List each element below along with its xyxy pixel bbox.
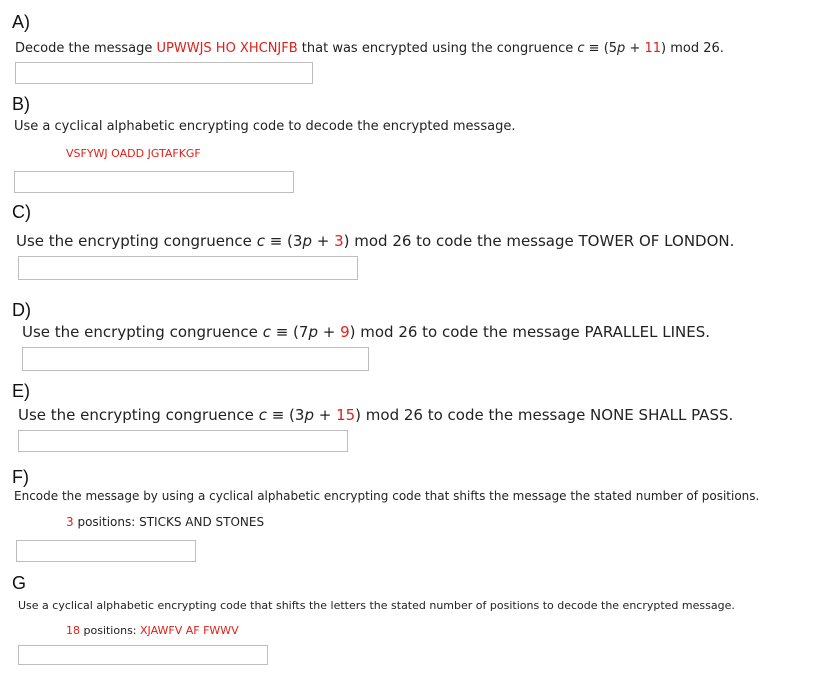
formula-constant: 11	[644, 41, 662, 56]
answer-f-input[interactable]	[16, 540, 196, 562]
answer-a-input[interactable]	[15, 62, 313, 84]
section-e-prompt	[18, 406, 733, 424]
section-d-label: D)	[12, 300, 31, 320]
section-d-prompt	[22, 323, 710, 341]
formula-text: ) mod 26 to code the message PARALLEL LINES.	[349, 323, 711, 341]
shift-text: positions: STICKS AND STONES	[73, 515, 265, 529]
shift-instruction	[66, 624, 239, 637]
formula-constant: 3	[334, 232, 344, 250]
shift-count: 3	[66, 515, 74, 529]
encrypted-message: XJAWFV AF FWWV	[140, 624, 239, 637]
section-e-label: E)	[12, 381, 30, 401]
section-b-prompt: Use a cyclical alphabetic encrypting code to decode the encrypted message.	[14, 119, 516, 134]
section-c-label: C)	[12, 202, 31, 222]
answer-g-input[interactable]	[18, 645, 268, 665]
section-a-label: A)	[12, 12, 30, 32]
prompt-text: Decode the message	[15, 41, 157, 56]
prompt-text: Use the encrypting congruence	[18, 406, 259, 424]
encrypted-message: VSFYWJ OADD JGTAFKGF	[66, 147, 201, 160]
formula-text: ) mod 26.	[661, 41, 724, 56]
prompt-text: that was encrypted using the congruence	[297, 41, 578, 56]
formula-text: c ≡ (3p +	[258, 406, 337, 424]
section-c-prompt	[16, 232, 734, 250]
answer-b-input[interactable]	[14, 171, 294, 193]
formula-variable: c	[577, 41, 585, 56]
prompt-text: Use the encrypting congruence	[16, 232, 257, 250]
formula-text: c ≡ (7p +	[262, 323, 341, 341]
formula-text: ) mod 26 to code the message NONE SHALL PASS.	[355, 406, 734, 424]
formula-constant: 9	[340, 323, 350, 341]
formula-text: ≡ (5p +	[584, 41, 645, 56]
formula-constant: 15	[336, 406, 356, 424]
shift-count: 18	[66, 624, 80, 637]
section-f-label: F)	[12, 467, 29, 487]
prompt-text: Use the encrypting congruence	[22, 323, 263, 341]
section-g-label: G	[12, 573, 27, 593]
shift-instruction	[66, 515, 264, 529]
shift-text: positions:	[80, 624, 141, 637]
answer-c-input[interactable]	[18, 256, 358, 280]
section-a-prompt	[15, 41, 724, 56]
formula-text: c ≡ (3p +	[256, 232, 335, 250]
section-f-prompt: Encode the message by using a cyclical alphabetic encrypting code that shifts the message the stated number of positions.	[14, 489, 760, 503]
encrypted-message: UPWWJS HO XHCNJFB	[156, 41, 298, 56]
section-g-prompt: Use a cyclical alphabetic encrypting code that shifts the letters the stated number of positions to decode the encrypted message.	[18, 599, 735, 612]
section-b-label: B)	[12, 94, 30, 114]
answer-e-input[interactable]	[18, 430, 348, 452]
formula-text: ) mod 26 to code the message TOWER OF LONDON.	[343, 232, 735, 250]
answer-d-input[interactable]	[22, 347, 369, 371]
